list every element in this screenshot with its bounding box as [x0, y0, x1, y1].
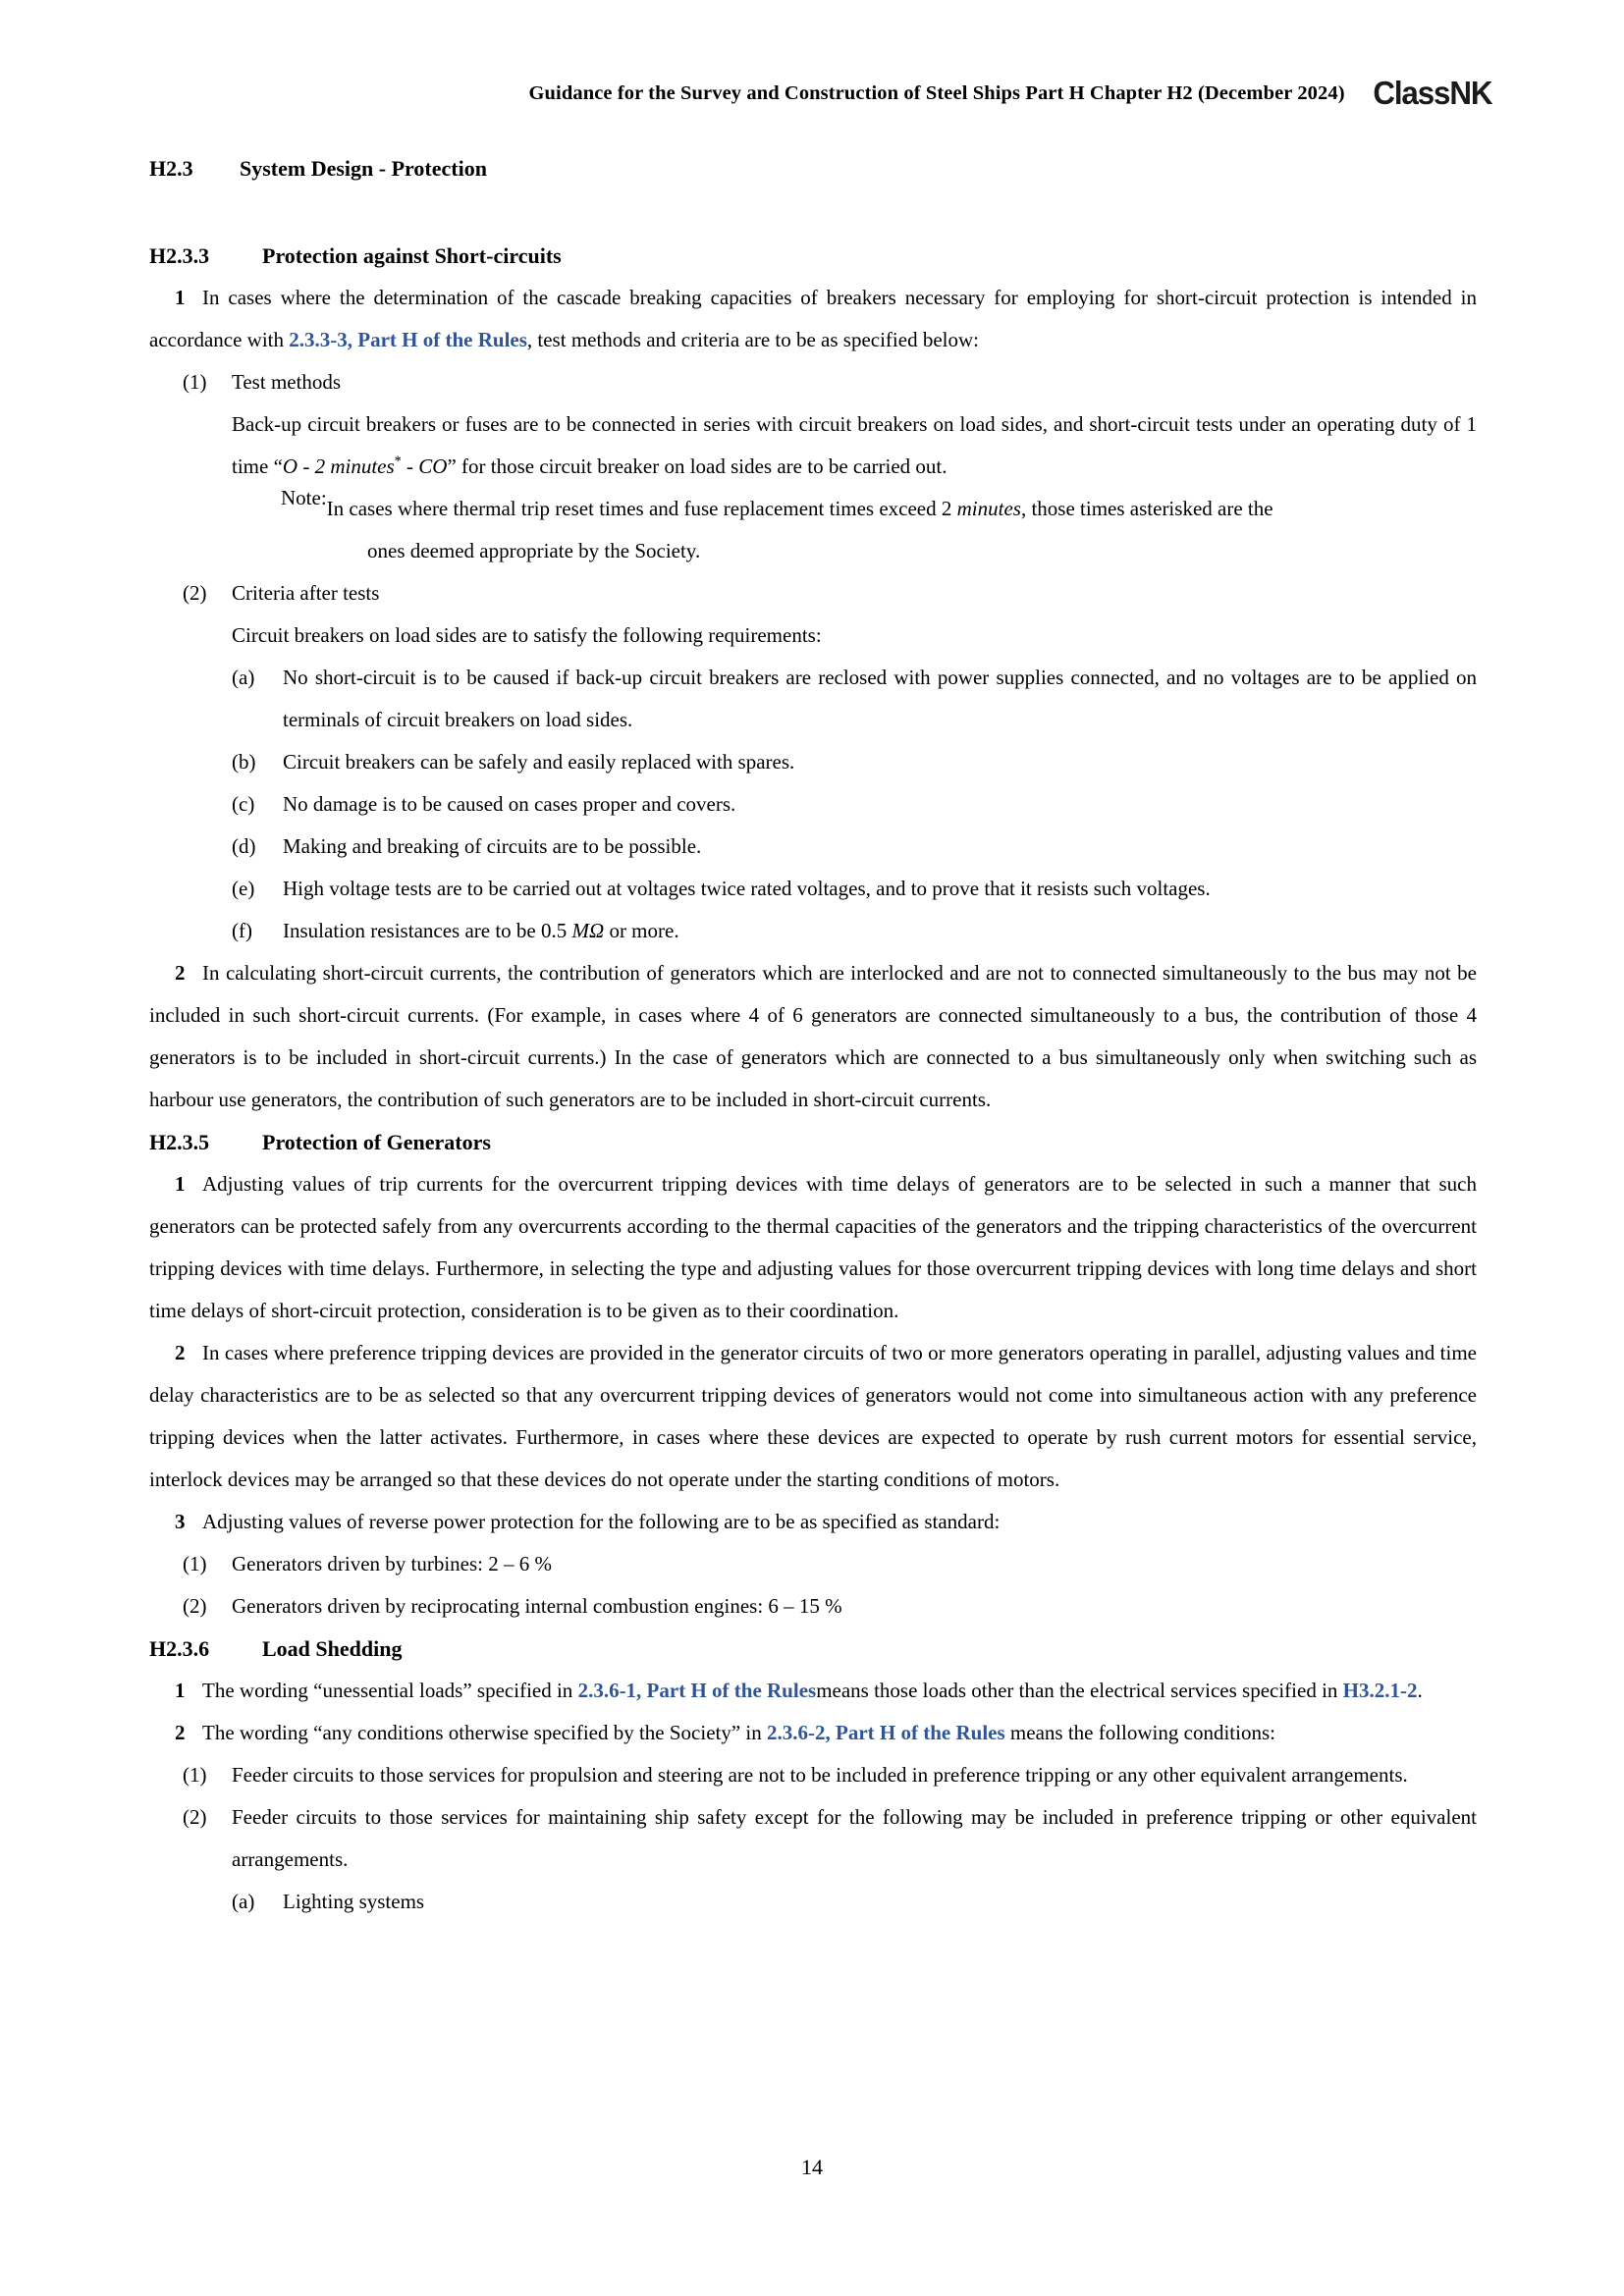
rule-link-2-3-3-3[interactable]: 2.3.3-3, Part H of the Rules [289, 328, 527, 351]
list-item-text: High voltage tests are to be carried out at voltages twice rated voltages, and to prove that it resists such voltages. [283, 877, 1211, 900]
section-number: H2.3.6 [149, 1636, 210, 1661]
list-marker: (2) [183, 1805, 207, 1829]
spacer [149, 189, 1477, 235]
section-number: H2.3.5 [149, 1130, 210, 1154]
text-run: means the following conditions: [1004, 1721, 1275, 1744]
text-run: Insulation resistances are to be 0.5 [283, 919, 572, 942]
text-run: means those loads other than the electrical services specified in [816, 1679, 1343, 1702]
paragraph-text: Adjusting values of reverse power protection for the following are to be as specified as standard: [202, 1510, 1001, 1533]
section-heading-h2-3-6 [149, 1628, 1477, 1670]
list-item-text: Circuit breakers can be safely and easily replaced with spares. [283, 750, 795, 774]
section-number: H2.3 [149, 156, 193, 181]
list-item-1-test-methods [183, 361, 1477, 403]
section-title: Protection against Short-circuits [262, 243, 562, 268]
rule-link-2-3-6-1[interactable]: 2.3.6-1, Part H of the Rules [577, 1679, 817, 1702]
text-run: , those times asterisked are the [1020, 497, 1273, 520]
list-item-b [232, 741, 1477, 783]
list-item-2-criteria [183, 572, 1477, 614]
paragraph-text: In cases where preference tripping devices are provided in the generator circuits of two or more generators operating in parallel, adjusting values and time delay characteristics are to be as selected so that any overcurrent tripping devices of generators would not come into simultaneous action with any preference tripping devices when the latter activates. Furthermore, in cases where these devices are expected to operate by rush current motors for essential service, interlock devices may be arranged so that these devices do not operate under the starting conditions of motors. [149, 1341, 1477, 1491]
list-item-d [232, 826, 1477, 868]
text-run: Back-up circuit breakers or fuses are to be connected in series with circuit breakers on load sides, and short-circuit tests under an operating duty of 1 time “ [232, 412, 1477, 478]
paragraph-number: 3 [175, 1510, 186, 1533]
list-item-text: No damage is to be caused on cases proper and covers. [283, 792, 736, 816]
paragraph-number: 2 [175, 1341, 186, 1364]
asterisk-marker: * [394, 454, 402, 469]
list-marker: (f) [232, 919, 252, 942]
note-text [327, 488, 1477, 530]
rule-link-2-3-6-2[interactable]: 2.3.6-2, Part H of the Rules [767, 1721, 1005, 1744]
paragraph-h2-3-6-1 [149, 1670, 1477, 1712]
duty-italic-2: - CO [401, 454, 448, 478]
paragraph-h2-3-3-1 [149, 277, 1477, 361]
list-item-e [232, 868, 1477, 910]
document-body [149, 147, 1477, 1923]
list-marker: (b) [232, 750, 256, 774]
list-item-text: Feeder circuits to those services for maintaining ship safety except for the following may be included in preference tripping or other equivalent arrangements. [232, 1805, 1477, 1871]
list-item-a [232, 657, 1477, 741]
paragraph-text-tail: , test methods and criteria are to be as specified below: [526, 328, 979, 351]
note-block [281, 488, 1477, 530]
list-item-label: Test methods [232, 370, 342, 394]
section-heading-h2-3-3 [149, 235, 1477, 277]
list-marker: (1) [183, 1763, 207, 1787]
section-title: Protection of Generators [262, 1130, 491, 1154]
paragraph-h2-3-3-2 [149, 952, 1477, 1121]
list-marker: (d) [232, 834, 256, 858]
rule-link-h3-2-1-2[interactable]: H3.2.1-2 [1342, 1679, 1418, 1702]
text-run: The wording “unessential loads” specified in [202, 1679, 578, 1702]
note-continuation: ones deemed appropriate by the Society. [367, 539, 701, 562]
text-run: . [1417, 1679, 1423, 1702]
list-item-feeder-propulsion [183, 1754, 1477, 1796]
list-marker: (a) [232, 1890, 255, 1913]
list-item-text: Lighting systems [283, 1890, 425, 1913]
page-header [133, 77, 1491, 122]
megohm-unit: MΩ [571, 919, 605, 942]
paragraph-text: Adjusting values of trip currents for the overcurrent tripping devices with time delays of generators are to be selected in such a manner that such generators can be protected safely from any overcurrents according to the thermal capacities of the generators and the tripping characteristics of the overcurrent tripping devices with time delays. Furthermore, in selecting the type and adjusting values for those overcurrent tripping devices with long time delays and short time delays of short-circuit protection, consideration is to be given as to their coordination. [149, 1172, 1477, 1322]
minutes-italic: minutes [956, 497, 1021, 520]
list-item-text [283, 910, 1477, 952]
criteria-lead [232, 614, 1477, 657]
list-marker: (1) [183, 370, 207, 394]
page-number: 14 [801, 2155, 823, 2179]
section-title: Load Shedding [262, 1636, 403, 1661]
paragraph-text: In calculating short-circuit currents, the contribution of generators which are interlocked and are not to connected simultaneously to the bus may not be included in such short-circuit currents. (For example, in cases where 4 of 6 generators are connected simultaneously to a bus, the contribution of those 4 generators is to be included in short-circuit currents.) In the case of generators which are connected to a bus simultaneously only when switching such as harbour use generators, the contribution of such generators are to be included in short-circuit currents. [149, 961, 1477, 1111]
paragraph-number: 1 [175, 1172, 186, 1196]
text-run: or more. [604, 919, 679, 942]
list-marker: (a) [232, 666, 255, 689]
list-marker: (e) [232, 877, 255, 900]
list-item-text: Making and breaking of circuits are to be possible. [283, 834, 702, 858]
paragraph-h2-3-6-2 [149, 1712, 1477, 1754]
section-heading-h2-3 [149, 147, 1477, 189]
list-item-reciprocating-generators [183, 1585, 1477, 1628]
note-label: Note: [281, 486, 327, 509]
test-methods-body [232, 403, 1477, 488]
list-item-turbine-generators [183, 1543, 1477, 1585]
list-marker: (c) [232, 792, 255, 816]
header-title: Guidance for the Survey and Construction of Steel Ships Part H Chapter H2 (December 2024) [528, 82, 1345, 104]
list-item-text: Generators driven by turbines: 2 – 6 % [232, 1552, 553, 1575]
paragraph-h2-3-5-3 [149, 1501, 1477, 1543]
list-item-feeder-ship-safety [183, 1796, 1477, 1881]
list-marker: (2) [183, 581, 207, 605]
paragraph-number: 1 [175, 1679, 186, 1702]
duty-italic: O - 2 minutes [282, 454, 395, 478]
section-number: H2.3.3 [149, 243, 210, 268]
list-item-f [232, 910, 1477, 952]
text-run: The wording “any conditions otherwise specified by the Society” in [202, 1721, 768, 1744]
section-title: System Design - Protection [240, 156, 487, 181]
paragraph-h2-3-5-2 [149, 1332, 1477, 1501]
list-marker: (1) [183, 1552, 207, 1575]
paragraph-text: In cases where the determination of the cascade breaking capacities of breakers necessary for employing for short-circuit protection is intended in accordance with [149, 286, 1477, 351]
page-footer [0, 2155, 1624, 2180]
text-run: In cases where thermal trip reset times and fuse replacement times exceed 2 [326, 497, 957, 520]
list-item-c [232, 783, 1477, 826]
section-heading-h2-3-5 [149, 1121, 1477, 1163]
paragraph-number: 2 [175, 1721, 186, 1744]
list-item-text: No short-circuit is to be caused if back-up circuit breakers are reclosed with power supplies connected, and no voltages are to be applied on terminals of circuit breakers on load sides. [283, 666, 1477, 731]
test-methods-text [232, 403, 1477, 488]
paragraph-number: 1 [175, 286, 186, 309]
classnk-logo: ClassNK [1373, 75, 1491, 111]
text-run: ” for those circuit breaker on load sides are to be carried out. [447, 454, 947, 478]
criteria-lead-text: Circuit breakers on load sides are to satisfy the following requirements: [232, 623, 822, 647]
list-marker: (2) [183, 1594, 207, 1618]
paragraph-number: 2 [175, 961, 186, 985]
list-item-lighting-systems [232, 1881, 1477, 1923]
list-item-text: Feeder circuits to those services for propulsion and steering are not to be included in preference tripping or any other equivalent arrangements. [232, 1763, 1408, 1787]
list-item-label: Criteria after tests [232, 581, 380, 605]
list-item-text: Generators driven by reciprocating internal combustion engines: 6 – 15 % [232, 1594, 842, 1618]
paragraph-h2-3-5-1 [149, 1163, 1477, 1332]
